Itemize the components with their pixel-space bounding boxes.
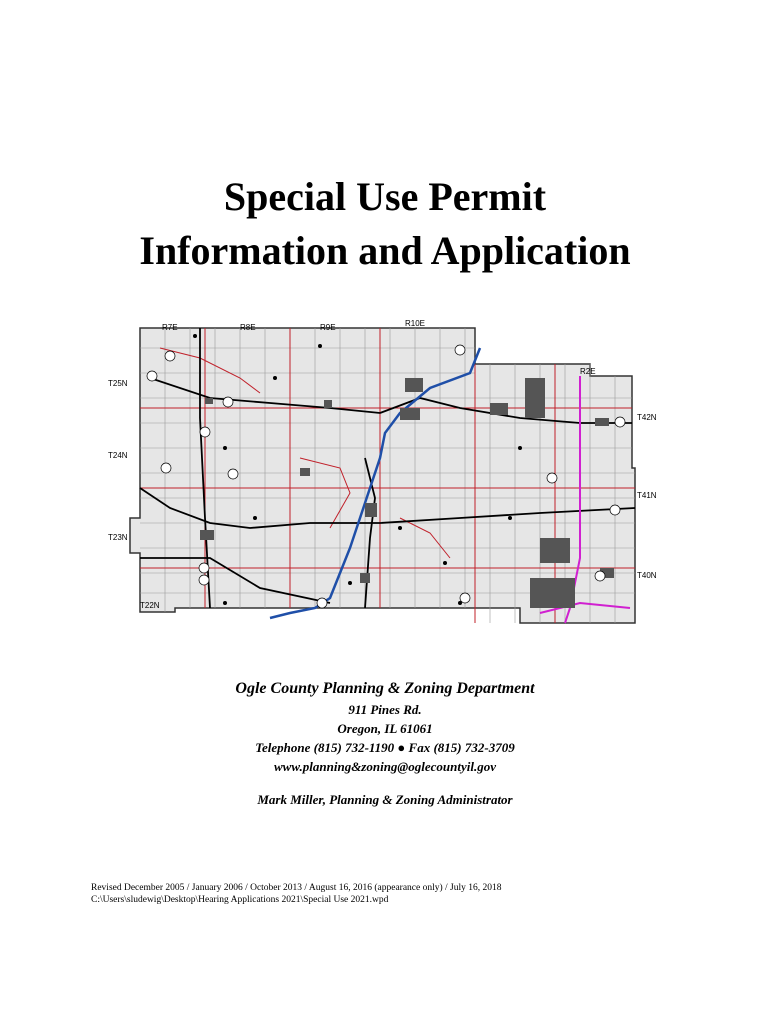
township-label-t22n: T22N <box>140 601 160 610</box>
township-label-t23n: T23N <box>108 533 128 542</box>
street-address: 911 Pines Rd. <box>348 702 422 717</box>
township-label-t24n: T24N <box>108 451 128 460</box>
document-title-line2: Information and Application <box>139 228 631 273</box>
range-label-r2e: R2E <box>580 367 596 376</box>
township-label-t42n: T42N <box>637 413 657 422</box>
township-label-t41n: T41N <box>637 491 657 500</box>
ogle-county-map <box>100 318 657 628</box>
range-label-r10e: R10E <box>405 319 426 328</box>
city-state-zip: Oregon, IL 61061 <box>337 721 433 736</box>
range-label-r9e: R9E <box>320 323 336 332</box>
document-title-line1: Special Use Permit <box>223 174 547 219</box>
township-label-t25n: T25N <box>108 379 128 388</box>
contact-email: www.planning&zoning@oglecountyil.gov <box>274 759 496 774</box>
administrator-name: Mark Miller, Planning & Zoning Administrator <box>257 792 513 807</box>
file-path: C:\Users\sludewig\Desktop\Hearing Applications 2021\Special Use 2021.wpd <box>91 895 389 905</box>
range-label-r8e: R8E <box>240 323 256 332</box>
phone-fax: Telephone (815) 732-1190 ● Fax (815) 732-3709 <box>255 740 515 755</box>
department-name: Ogle County Planning & Zoning Department <box>235 680 535 697</box>
township-label-t40n: T40N <box>637 571 657 580</box>
range-label-r7e: R7E <box>162 323 178 332</box>
revision-history: Revised December 2005 / January 2006 / October 2013 / August 16, 2016 (appearance only) / July 16, 2018 <box>91 883 502 893</box>
